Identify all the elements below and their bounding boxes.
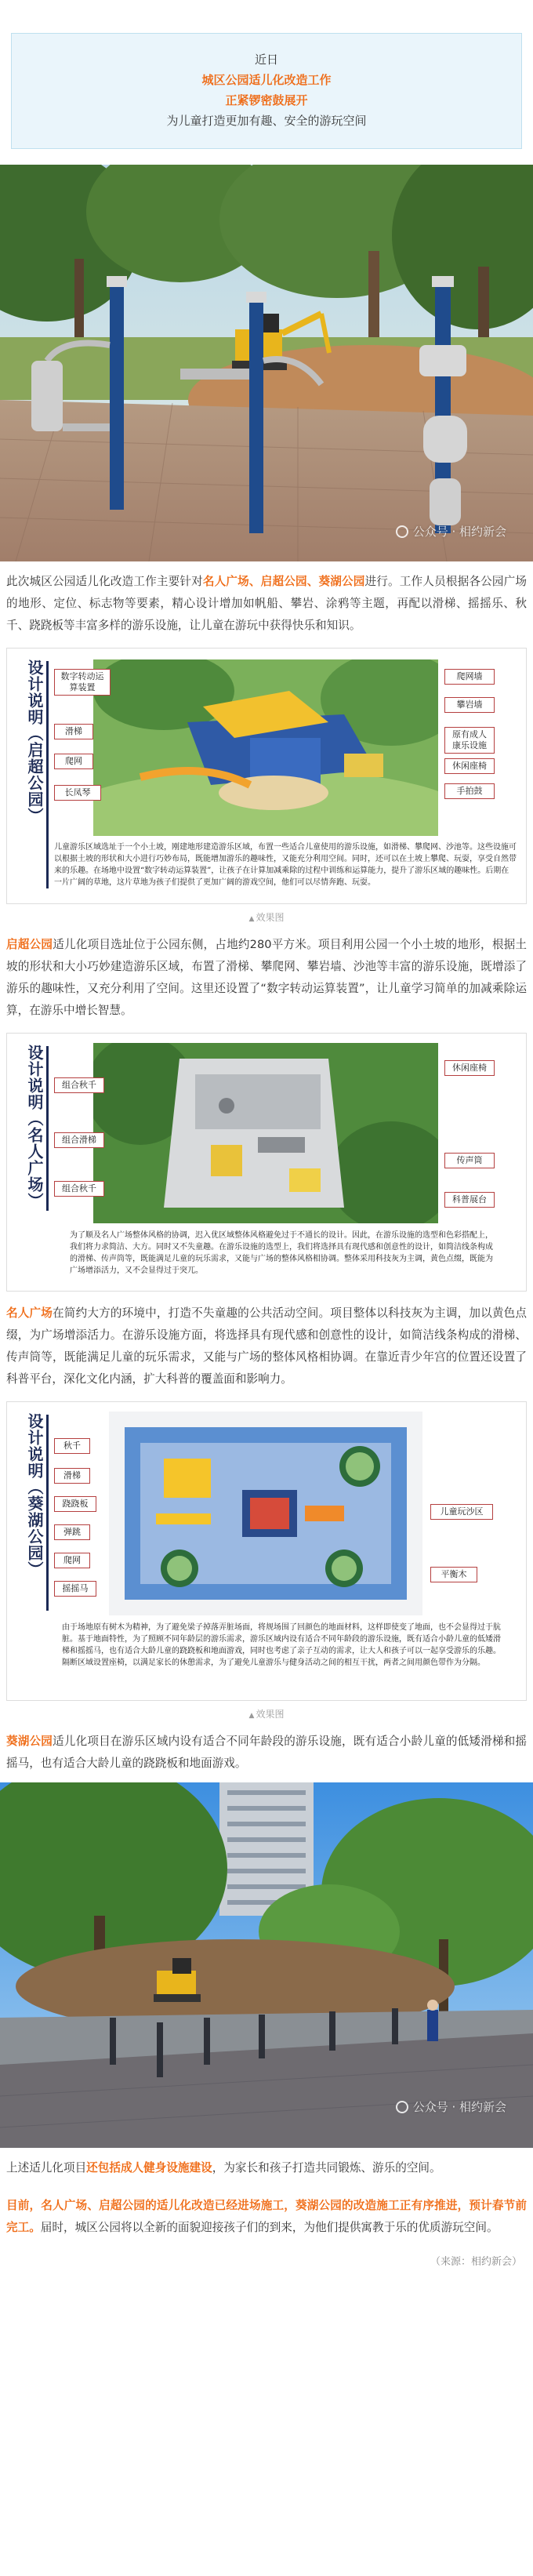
paragraph-qichao-text: 适儿化项目选址位于公园东侧，占地约280平方米。项目利用公园一个小土坡的地形，根据土坡的形状和大小巧妙建造游乐区域，布置了滑梯、攀爬网、攀岩墙、沙池等丰富的游乐设施，既增添了游乐的趣味性，又充分利用了空间。这里还设置了“数字转动运算装置”，让儿童学习简单的加减乘除运算，在游乐中增长智慧。 <box>6 938 527 1017</box>
watermark <box>396 523 506 540</box>
design-title-kuihu: 设计说明（葵湖公园） <box>25 1413 44 1578</box>
fitness-equipment-illustration <box>0 165 533 561</box>
header-title-line1: 城区公园适儿化改造工作 <box>201 73 332 87</box>
celebrity-render <box>93 1043 438 1223</box>
paragraph-adult-fitness-b: ，为家长和孩子打造共同锻炼、游乐的空间。 <box>212 2161 441 2175</box>
qichao-render <box>93 659 438 836</box>
design-panel-qichao <box>6 648 527 904</box>
paragraph-adult-fitness-a: 上述适儿化项目 <box>6 2161 87 2175</box>
design-title-celebrity: 设计说明（名人广场） <box>25 1045 44 1209</box>
paragraph-celebrity-park: 名人广场 <box>6 1306 53 1320</box>
paragraph-adult-fitness-hl: 还包括成人健身设施建设 <box>86 2161 212 2175</box>
photo-construction-site <box>0 1782 533 2148</box>
wechat-icon <box>396 525 408 538</box>
tag-net: 爬网 <box>54 754 93 769</box>
header-date: 近日 <box>254 53 278 67</box>
paragraph-qichao-park: 启超公园 <box>6 938 53 951</box>
paragraph-intro-b: 进行。工作人员根据各公园广场的地形、定位、标志物等要素，精心设计增加如帆船、攀岩、涂鸦等主题，再配以滑梯、摇摇乐、秋千、跷跷板等丰富多样的游乐设施，让儿童在游玩中获得快乐和知识。 <box>6 575 527 632</box>
tag-piano: 长凤琴 <box>54 785 101 801</box>
paragraph-kuihu-text: 适儿化项目在游乐区域内设有适合不同年龄段的游乐设施，既有适合小龄儿童的低矮滑梯和摇摇马，也有适合大龄儿童的跷跷板和地面游戏。 <box>6 1735 527 1770</box>
watermark-text: 公众号 · 相约新会 <box>412 525 506 539</box>
paragraph-intro <box>0 561 533 637</box>
paragraph-progress-hl: 目前，名人广场、启超公园的适儿化改造已经进场施工，葵湖公园的改造施工正有序推进，预计春节前完工。 <box>6 2199 527 2234</box>
design-title-bar <box>46 1415 49 1611</box>
kuihu-render <box>109 1412 422 1615</box>
paragraph-kuihu-park: 葵湖公园 <box>6 1735 53 1748</box>
paragraph-celebrity <box>0 1292 533 1390</box>
tag-climbing-wall: 攀岩墙 <box>444 697 495 713</box>
design-note-qichao: 儿童游乐区域选址于一个小土坡，刚建地形建造游乐区域，布置一些适合儿童使用的游乐设施，如滑梯、攀爬网、沙池等。这些设施可以根据土坡的形状和大小进行巧妙布局，既能增加游乐的趣味性，又能充分利用空间。同时，还可以在土坡上攀爬、玩耍，享受自然带来的乐趣。在场地中设置“数字转动运算装置”，让孩子在计算加减乘除的过程中训练和运算能力，提升了游乐区域的趣味性。后期在一片广阔的草地，这片草地为孩子们提供了更加广阔的游戏空间，他们可以尽情奔跑、玩耍。 <box>54 843 517 887</box>
design-note-celebrity: 为了顺及名人广场整体风格的协调，迟入优区域整体风格避免过于不通长的设计。因此，在游乐设施的选型和色彩搭配上，我们将力求简洁、大方。同时又不失童趣。在游乐设施的选型上，我们将选择具有现代感和创意性的设计，如简洁线条构成的滑梯、传声筒等，既能满足儿童的玩乐需求，又能与广场的整体风格相协调。整体采用科技灰为主调，黄色点缀，既能为广场增添活力，又不会显得过于突兀。 <box>70 1231 493 1275</box>
design-panel-kuihu <box>6 1401 527 1701</box>
paragraph-progress-b: 届时，城区公园将以全新的面貌迎接孩子们的到来，为他们提供寓教于乐的优质游玩空间。 <box>40 2221 499 2234</box>
tag-swing-1: 组合秋千 <box>54 1077 104 1093</box>
watermark-text: 公众号 · 相约新会 <box>412 2100 506 2114</box>
paragraph-intro-a: 此次城区公园适儿化改造工作主要针对 <box>6 575 203 588</box>
paragraph-kuihu <box>0 1721 533 1775</box>
paragraph-qichao <box>0 925 533 1022</box>
tag-net-wall: 爬网墙 <box>444 669 495 685</box>
tag-digit-device: 数字转动运算装置 <box>54 669 111 696</box>
tag-net: 爬网 <box>54 1553 90 1568</box>
triangle-icon: ▲ <box>248 1712 255 1720</box>
tag-swing: 秋千 <box>54 1438 90 1454</box>
caption-effect-1-text: 效果图 <box>256 912 285 923</box>
photo-fitness-equipment <box>0 165 533 561</box>
tag-bounce: 弹跳 <box>54 1524 90 1540</box>
design-title-qichao: 设计说明（启超公园） <box>25 659 44 824</box>
caption-effect-1 <box>0 910 533 925</box>
construction-site-illustration <box>0 1782 533 2148</box>
tag-speaking-tube: 传声筒 <box>444 1153 495 1168</box>
tag-swing-2: 组合秋千 <box>54 1181 104 1197</box>
header-title-line2: 正紧锣密鼓展开 <box>225 93 308 107</box>
tag-combo-slide: 组合滑梯 <box>54 1132 104 1148</box>
triangle-icon: ▲ <box>248 915 255 923</box>
design-panel-celebrity <box>6 1033 527 1292</box>
header-subtitle: 为儿童打造更加有趣、安全的游玩空间 <box>166 114 367 128</box>
paragraph-intro-parks: 名人广场、启超公园、葵湖公园 <box>202 575 365 588</box>
wechat-icon <box>396 2101 408 2113</box>
tag-slide: 滑梯 <box>54 1468 90 1484</box>
design-note-kuihu: 由于场地原有树木为精神，为了避免梁子掉落弄脏场面，将规场围了回颜色的地面材料，这样即使变了地面，也不会显得过于肮脏。基于地面特性，为了照顾不同年龄层的游乐需求，游乐区域内设有适合不同年龄段的游乐设施，既有适合小龄儿童的低矮滑梯和摇摇马，也有适合大龄儿童的跷跷板和地面游戏，同时也考虑了亲子互动的需求，让大人和孩子可以一起享受游乐的乐趣。隔断区域设置座椅，以满足家长的休憩需求，为了避免儿童游乐与健身活动之间的相互干扰，两者之间用颜色带作为分隔。 <box>62 1623 501 1667</box>
source-footer: （来源：相约新会） <box>430 2256 522 2268</box>
design-title-bar <box>46 661 49 888</box>
header-box <box>11 33 522 149</box>
tag-science-platform: 科普展台 <box>444 1192 495 1208</box>
tag-adult-facility: 原有成人康乐设施 <box>444 727 495 754</box>
tag-slide: 滑梯 <box>54 724 93 739</box>
paragraph-adult-fitness <box>0 2148 533 2179</box>
tag-drum: 手拍鼓 <box>444 783 495 799</box>
paragraph-celebrity-text: 在简约大方的环境中，打造不失童趣的公共活动空间。项目整体以科技灰为主调，加以黄色点缀，为广场增添活力。在游乐设施方面，将选择具有现代感和创意性的设计，如简洁线条构成的滑梯、传声筒等，既能满足儿童的玩乐需求，又能与广场的整体风格相协调。在靠近青少年宫的位置还设置了科普平台，深化文化内涵，扩大科普的覆盖面和影响力。 <box>6 1306 527 1386</box>
tag-bench: 休闲座椅 <box>444 1060 495 1076</box>
tag-seesaw: 跷跷板 <box>54 1496 96 1512</box>
tag-rocking-horse: 摇摇马 <box>54 1581 96 1597</box>
caption-effect-2 <box>0 1707 533 1721</box>
tag-sand-area: 儿童玩沙区 <box>430 1504 493 1520</box>
tag-balance-beam: 平衡木 <box>430 1567 477 1582</box>
watermark <box>396 2098 506 2115</box>
design-title-bar <box>46 1046 49 1211</box>
header-section <box>0 0 533 165</box>
tag-bench: 休闲座椅 <box>444 758 495 774</box>
paragraph-progress <box>0 2179 533 2239</box>
caption-effect-2-text: 效果图 <box>256 1709 285 1720</box>
